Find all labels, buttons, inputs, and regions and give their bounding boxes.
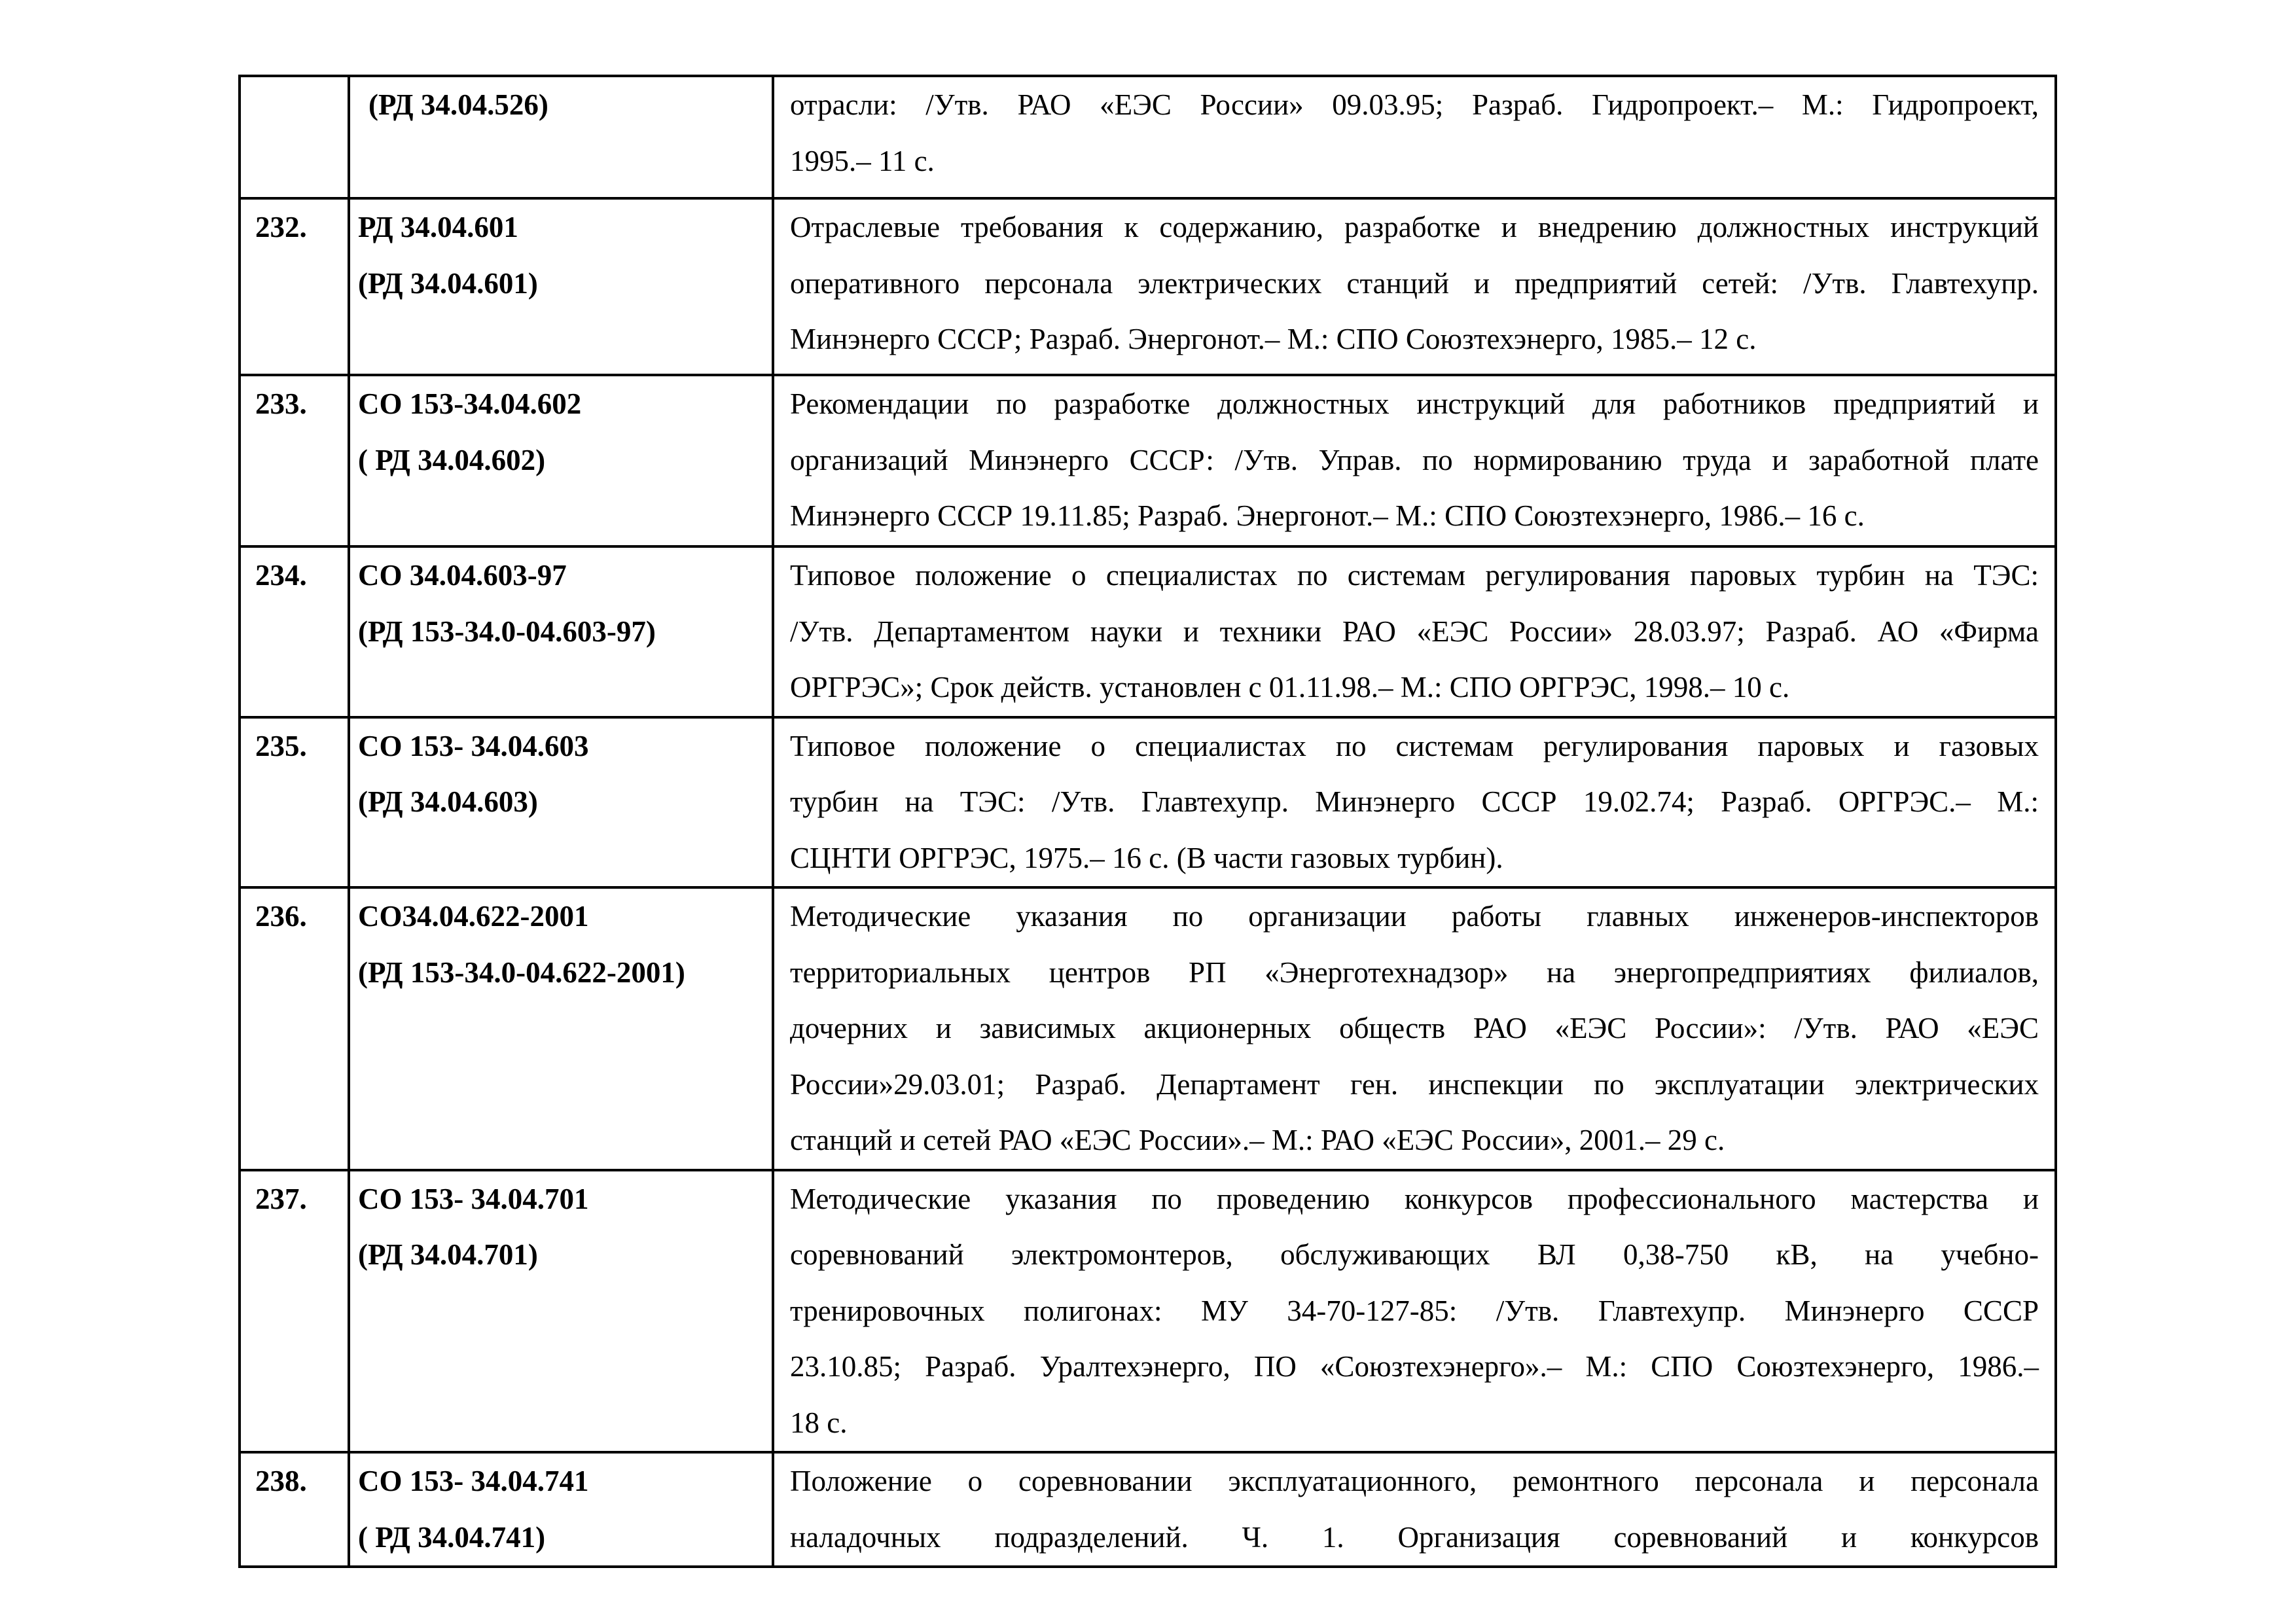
description-line: ОРГРЭС»; Срок действ. установлен с 01.11.98.– М.: СПО ОРГРЭС, 1998.– 10 с. — [790, 671, 1790, 704]
document-code: СО 153- 34.04.603 — [358, 729, 589, 762]
description-line: Методические указания по проведению конкурсов профессионального мастерства и — [790, 1182, 2039, 1215]
table-row — [240, 887, 2056, 1170]
table-row — [240, 198, 2056, 375]
document-description — [773, 717, 2056, 888]
description-line: соревнований электромонтеров, обслуживающих ВЛ 0,38-750 кВ, на учебно- — [790, 1238, 2039, 1271]
description-line: Минэнерго СССР 19.11.85; Разраб. Энергонот.– М.: СПО Союзтехэнерго, 1986.– 16 с. — [790, 499, 1865, 532]
document-description — [773, 1170, 2056, 1453]
description-line: территориальных центров РП «Энерготехнадзор» на энергопредприятиях филиалов, — [790, 955, 2039, 989]
table-row — [240, 546, 2056, 717]
document-code-cell — [349, 375, 773, 546]
row-number: 236. — [240, 887, 349, 1170]
description-line: Рекомендации по разработке должностных инструкций для работников предприятий и — [790, 387, 2039, 420]
description-line: 18 с. — [790, 1406, 848, 1439]
document-code-cell — [349, 76, 773, 198]
description-line: станций и сетей РАО «ЕЭС России».– М.: РАО «ЕЭС России», 2001.– 29 с. — [790, 1124, 1725, 1156]
document-description — [773, 76, 2056, 198]
document-code-alt: (РД 34.04.526) — [368, 88, 548, 121]
description-line: оперативного персонала электрических станций и предприятий сетей: /Утв. Главтехупр. — [790, 266, 2039, 300]
description-line: Положение о соревновании эксплуатационного, ремонтного персонала и персонала — [790, 1465, 2039, 1497]
document-code-alt: ( РД 34.04.602) — [358, 443, 546, 476]
description-line: дочерних и зависимых акционерных обществ РАО «ЕЭС России»: /Утв. РАО «ЕЭС — [790, 1012, 2039, 1044]
description-line: отрасли: /Утв. РАО «ЕЭС России» 09.03.95; Разраб. Гидропроект.– М.: Гидропроект, — [790, 88, 2039, 121]
document-code-cell — [349, 717, 773, 888]
description-line: Типовое положение о специалистах по системам регулирования паровых турбин на ТЭС: — [790, 559, 2039, 592]
document-code-cell — [349, 1170, 773, 1453]
description-line: /Утв. Департаментом науки и техники РАО «ЕЭС России» 28.03.97; Разраб. АО «Фирма — [790, 615, 2039, 648]
document-code: СО 34.04.603-97 — [358, 559, 567, 592]
row-number — [240, 76, 349, 198]
document-code-cell — [349, 198, 773, 375]
document-code-cell — [349, 1452, 773, 1567]
row-number: 235. — [240, 717, 349, 888]
document-code-alt: (РД 153-34.0-04.603-97) — [358, 615, 656, 648]
regulation-table — [238, 75, 2057, 1568]
document-code-alt: ( РД 34.04.741) — [358, 1520, 546, 1554]
description-line: тренировочных полигонах: МУ 34-70-127-85: /Утв. Главтехупр. Минэнерго СССР — [790, 1294, 2039, 1327]
description-line: наладочных подразделений. Ч. 1. Организация соревнований и конкурсов — [790, 1520, 2039, 1554]
table-row — [240, 375, 2056, 546]
row-number: 233. — [240, 375, 349, 546]
document-code: СО 153- 34.04.741 — [358, 1465, 589, 1497]
row-number: 237. — [240, 1170, 349, 1453]
description-line: СЦНТИ ОРГРЭС, 1975.– 16 с. (В части газовых турбин). — [790, 841, 1503, 874]
document-code: РД 34.04.601 — [358, 211, 518, 243]
table-row — [240, 1170, 2056, 1453]
document-code: СО34.04.622-2001 — [358, 900, 589, 933]
document-code-alt: (РД 34.04.701) — [358, 1238, 538, 1271]
document-code-alt: (РД 34.04.603) — [358, 785, 538, 818]
document-code-alt: (РД 34.04.601) — [358, 266, 538, 300]
document-description — [773, 1452, 2056, 1567]
row-number: 238. — [240, 1452, 349, 1567]
row-number: 232. — [240, 198, 349, 375]
document-description — [773, 546, 2056, 717]
document-code-cell — [349, 546, 773, 717]
document-code-alt: (РД 153-34.0-04.622-2001) — [358, 955, 685, 989]
description-line: Типовое положение о специалистах по системам регулирования паровых и газовых — [790, 729, 2039, 762]
table-row — [240, 1452, 2056, 1567]
document-description — [773, 375, 2056, 546]
row-number: 234. — [240, 546, 349, 717]
description-line: Методические указания по организации работы главных инженеров-инспекторов — [790, 900, 2039, 933]
table-row — [240, 76, 2056, 198]
description-line: Минэнерго СССР; Разраб. Энергонот.– М.: СПО Союзтехэнерго, 1985.– 12 с. — [790, 323, 1757, 355]
document-code: СО 153- 34.04.701 — [358, 1182, 589, 1215]
document-code: СО 153-34.04.602 — [358, 387, 582, 420]
description-line: 23.10.85; Разраб. Уралтехэнерго, ПО «Союзтехэнерго».– М.: СПО Союзтехэнерго, 1986.– — [790, 1350, 2039, 1383]
description-line: Отраслевые требования к содержанию, разработке и внедрению должностных инструкций — [790, 211, 2039, 243]
description-line: турбин на ТЭС: /Утв. Главтехупр. Минэнерго СССР 19.02.74; Разраб. ОРГРЭС.– М.: — [790, 785, 2039, 818]
table-row — [240, 717, 2056, 888]
description-line: организаций Минэнерго СССР: /Утв. Управ. по нормированию труда и заработной плате — [790, 443, 2039, 476]
description-line: России»29.03.01; Разраб. Департамент ген. инспекции по эксплуатации электрических — [790, 1067, 2039, 1101]
document-description — [773, 887, 2056, 1170]
description-line: 1995.– 11 с. — [790, 144, 935, 177]
document-description — [773, 198, 2056, 375]
document-code-cell — [349, 887, 773, 1170]
